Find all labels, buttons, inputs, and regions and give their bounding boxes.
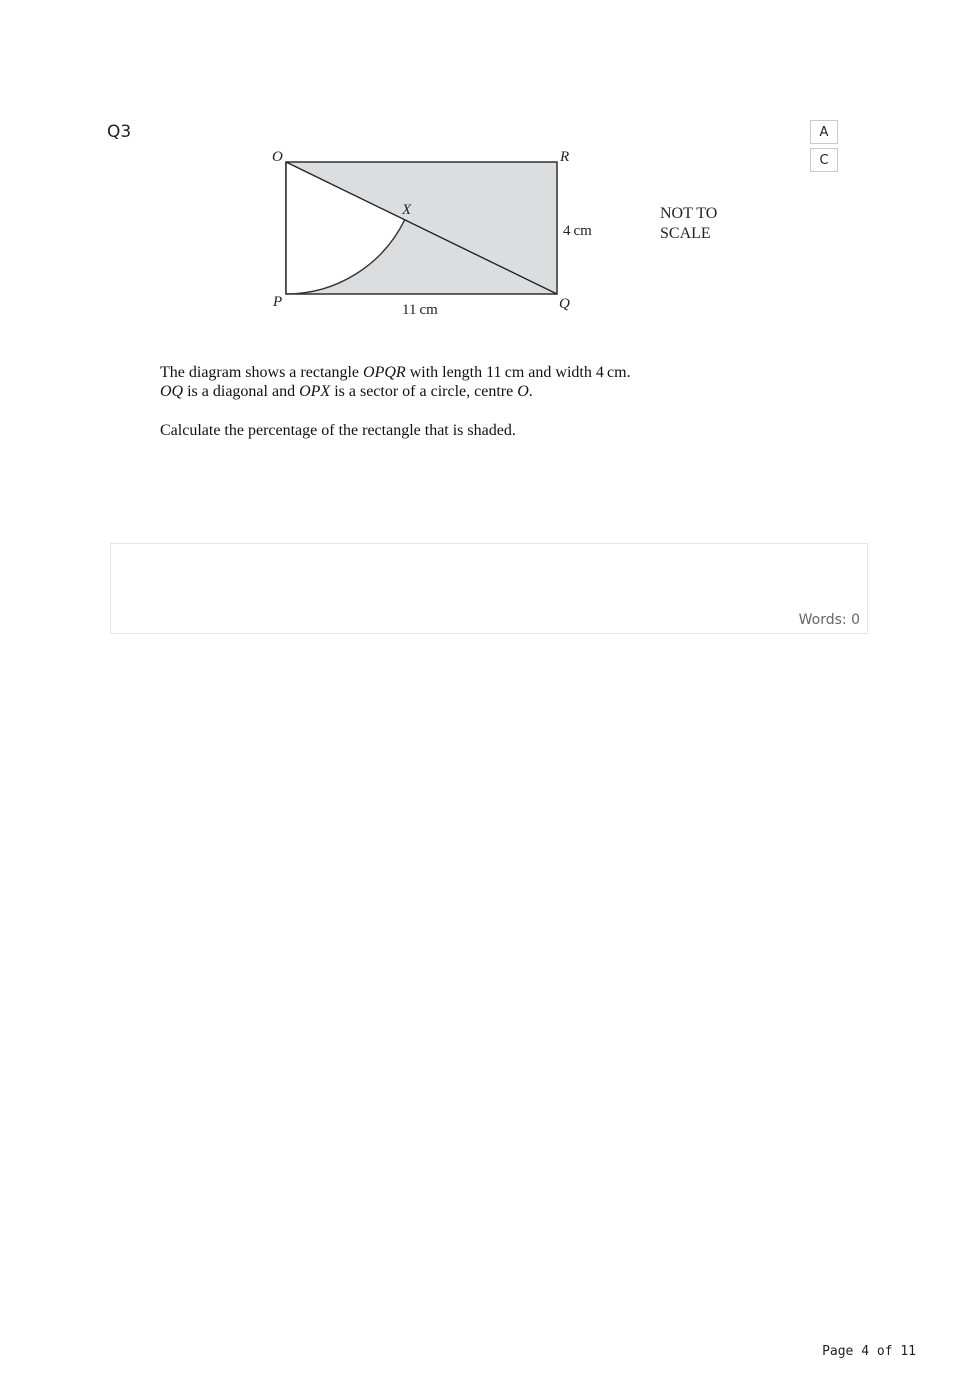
width-label: 4 cm: [563, 223, 592, 239]
question-line-1: [160, 363, 800, 382]
text-segment: is a sector of a circle, centre: [330, 383, 518, 400]
shape-name: OPQR: [363, 364, 406, 381]
question-line-2: [160, 382, 800, 401]
label-r: R: [560, 149, 570, 165]
colour-c-button[interactable]: C: [810, 148, 838, 172]
answer-input[interactable]: [111, 544, 867, 604]
not-to-scale-line1: NOT TO: [660, 205, 718, 222]
rectangle-sector-diagram: [262, 140, 742, 330]
label-x: X: [402, 202, 412, 218]
text-segment: The diagram shows a rectangle: [160, 364, 364, 381]
sector-name: OPX: [299, 383, 331, 400]
question-instruction: Calculate the percentage of the rectangle that is shaded.: [160, 422, 516, 439]
not-to-scale-line2: SCALE: [660, 225, 711, 242]
centre-name: O: [517, 383, 529, 400]
page-indicator: Page 4 of 11: [822, 1344, 916, 1359]
length-label: 11 cm: [402, 302, 438, 318]
label-p: P: [273, 294, 283, 310]
text-segment: with length 11 cm and width 4 cm.: [405, 364, 631, 381]
question-text: [160, 363, 800, 440]
answer-box: [110, 543, 868, 634]
text-segment: .: [528, 383, 533, 400]
label-q: Q: [559, 296, 570, 312]
text-segment: is a diagonal and: [183, 383, 300, 400]
label-o: O: [272, 149, 283, 165]
font-size-a-button[interactable]: A: [810, 120, 838, 144]
word-count: Words: 0: [798, 612, 860, 628]
question-number: Q3: [107, 122, 132, 142]
diagonal-name: OQ: [160, 383, 184, 400]
